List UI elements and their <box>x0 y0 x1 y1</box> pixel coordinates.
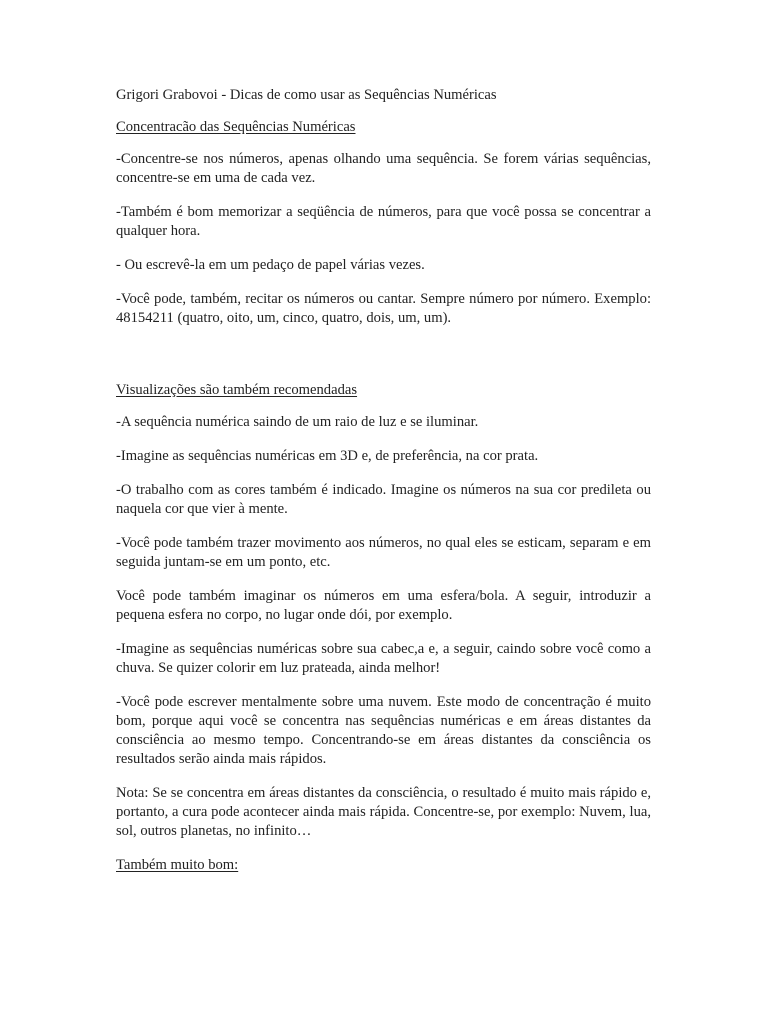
paragraph: Nota: Se se concentra em áreas distantes da consciência, o resultado é muito mais rápido e, portanto, a cura pode acontecer ainda mais rápida. Concentre-se, por exemplo: Nuvem, lua, sol, outros planetas, no infinito… <box>116 785 651 839</box>
paragraph: -A sequência numérica saindo de um raio de luz e se iluminar. <box>116 414 479 430</box>
paragraph: - Ou escrevê-la em um pedaço de papel várias vezes. <box>116 257 425 273</box>
document-page <box>116 78 651 888</box>
paragraph: -Você pode escrever mentalmente sobre uma nuvem. Este modo de concentração é muito bom, porque aqui você se concentra nas sequências numéricas e em áreas distantes da consciência ao mesmo tempo. Concentrando-se em áreas distantes da consciência os resultados serão ainda mais rápidos. <box>116 694 651 767</box>
section-heading-tambem-muito-bom: Também muito bom: <box>116 857 239 873</box>
paragraph: Você pode também imaginar os números em uma esfera/bola. A seguir, introduzir a pequena esfera no corpo, no lugar onde dói, por exemplo. <box>116 588 651 623</box>
paragraph: -Imagine as sequências numéricas em 3D e, de preferência, na cor prata. <box>116 448 539 464</box>
paragraph: -Você pode, também, recitar os números ou cantar. Sempre número por número. Exemplo: 48154211 (quatro, oito, um, cinco, quatro, dois, um, um). <box>116 291 651 326</box>
document-title: Grigori Grabovoi - Dicas de como usar as Sequências Numéricas <box>116 87 497 103</box>
paragraph: -Você pode também trazer movimento aos números, no qual eles se esticam, separam e em seguida juntam-se em um ponto, etc. <box>116 535 651 570</box>
section-heading-concentracao: Concentracão das Sequências Numéricas <box>116 119 356 135</box>
paragraph: -Imagine as sequências numéricas sobre sua cabec,a e, a seguir, caindo sobre você como a chuva. Se quizer colorir em luz prateada, ainda melhor! <box>116 641 651 676</box>
paragraph: -O trabalho com as cores também é indicado. Imagine os números na sua cor predileta ou naquela cor que vier à mente. <box>116 482 651 517</box>
section-gap <box>116 343 651 381</box>
section-heading-visualizacoes: Visualizações são também recomendadas <box>116 382 358 398</box>
paragraph: -Concentre-se nos números, apenas olhando uma sequência. Se forem várias sequências, concentre-se em uma de cada vez. <box>116 151 651 186</box>
paragraph: -Também é bom memorizar a seqüência de números, para que você possa se concentrar a qualquer hora. <box>116 204 651 239</box>
